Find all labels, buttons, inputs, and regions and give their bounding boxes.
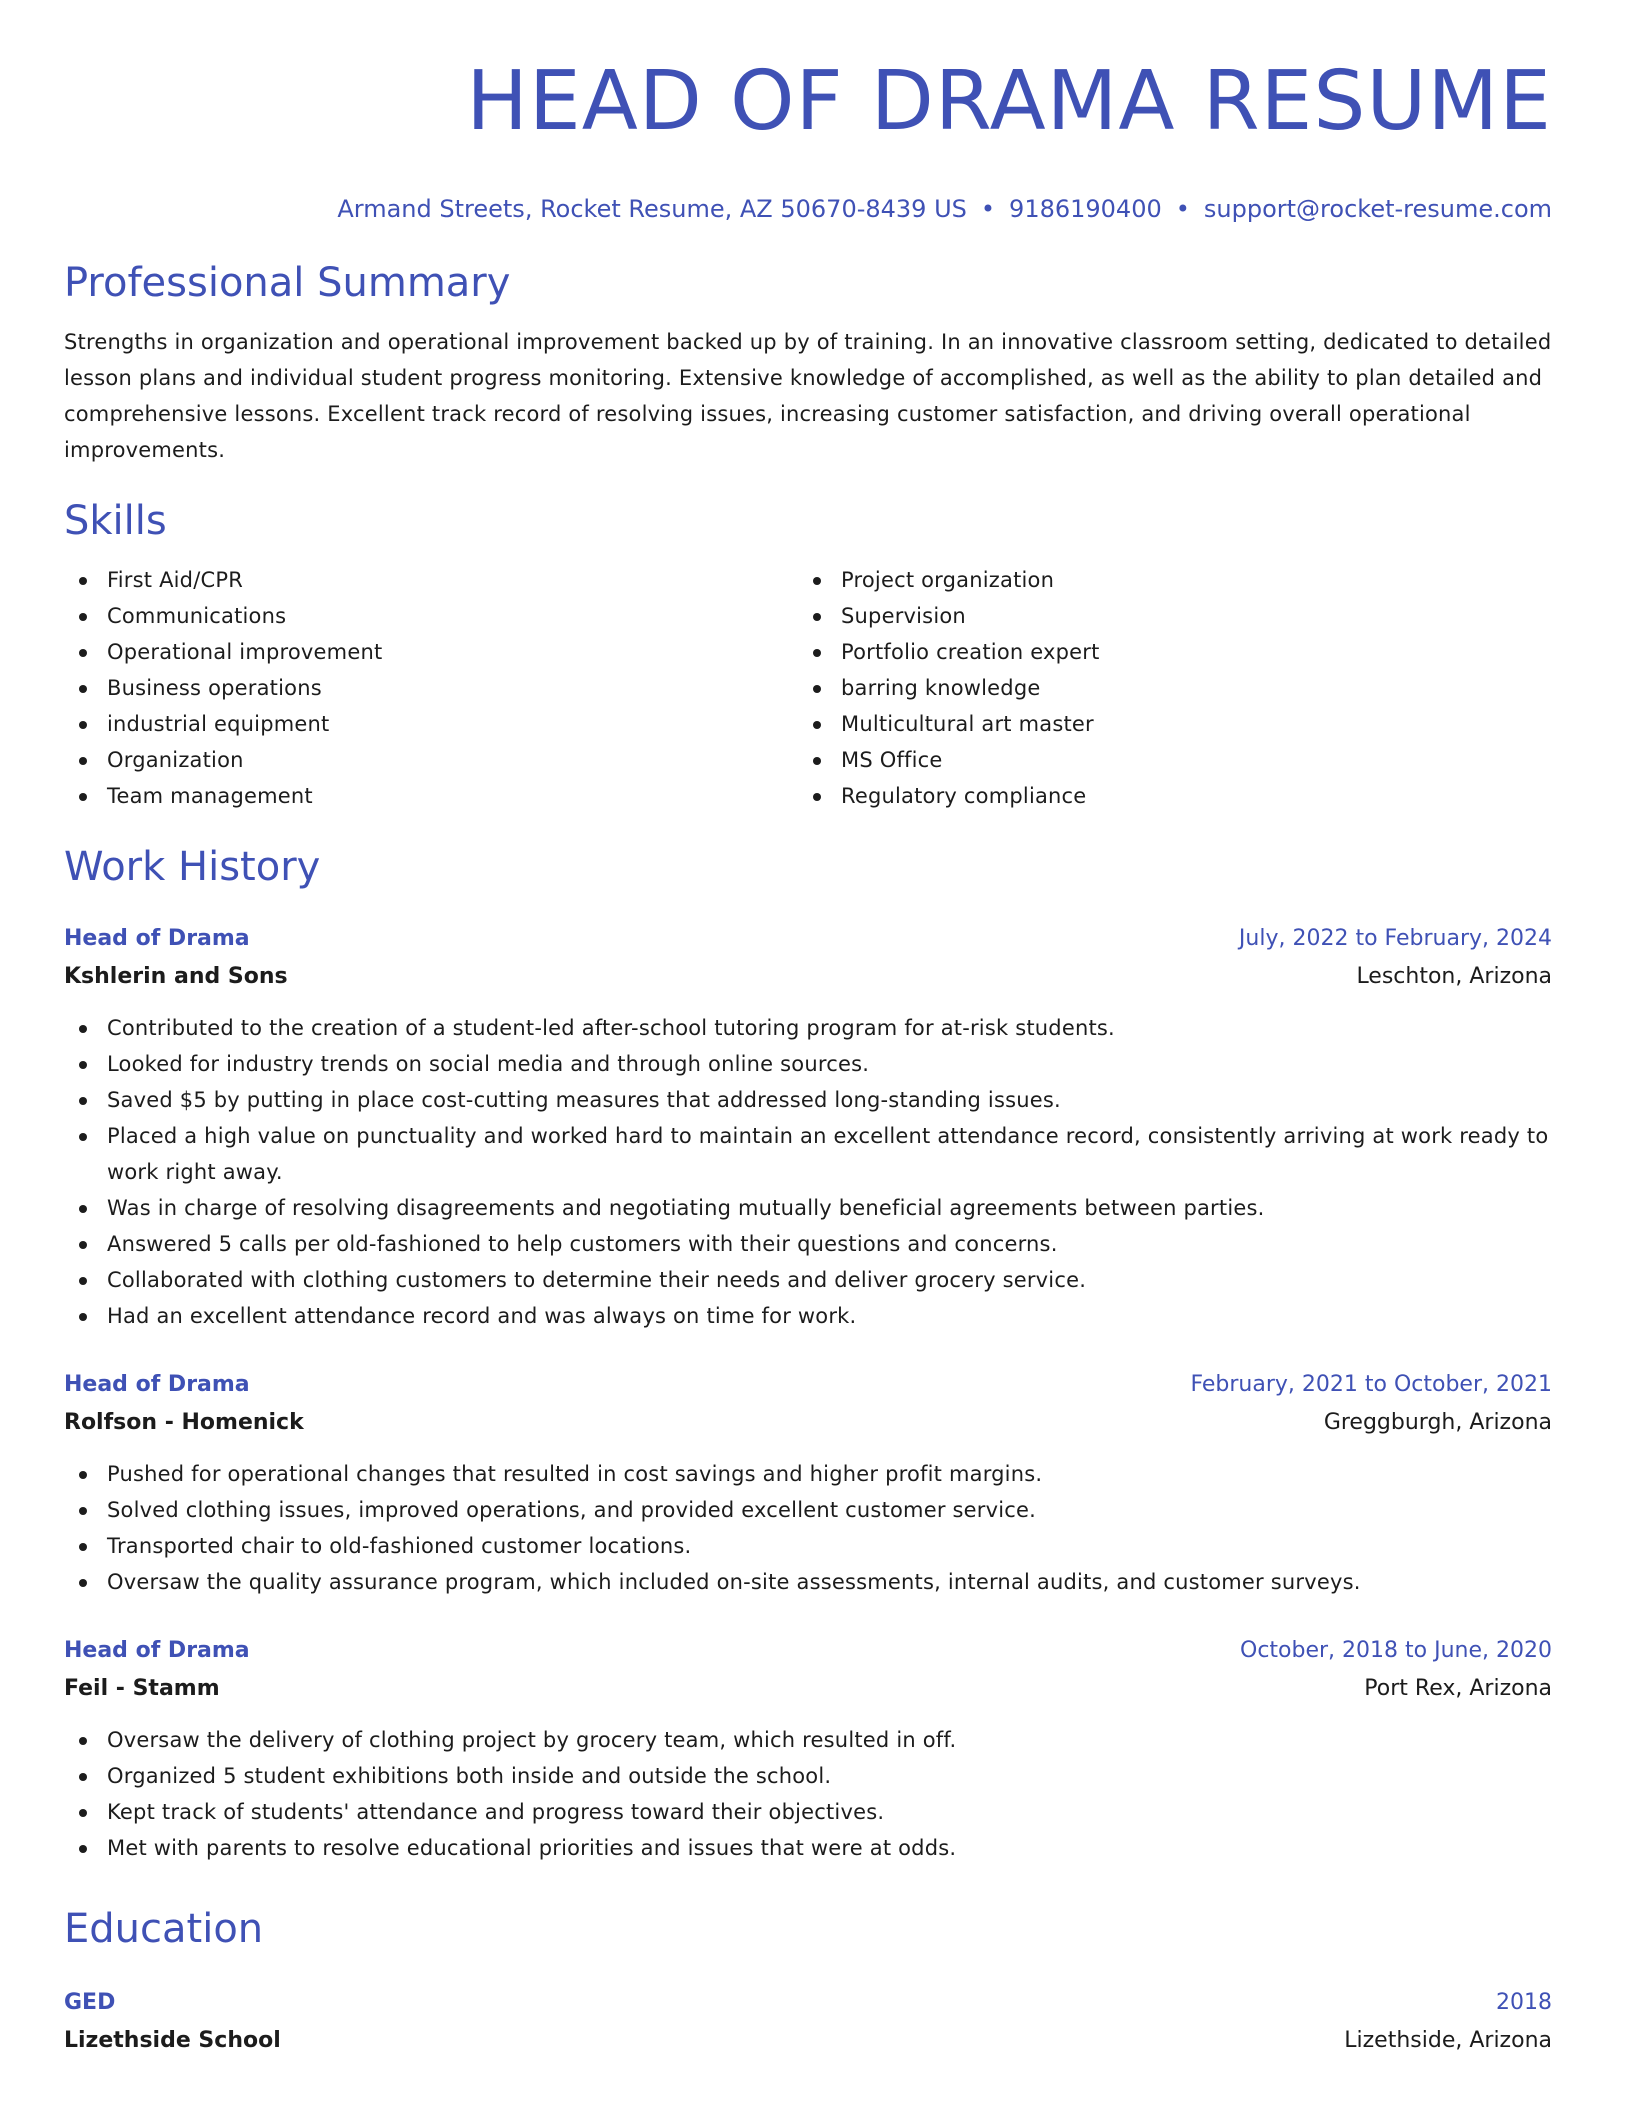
- contact-email[interactable]: support@rocket-resume.com: [1203, 195, 1552, 223]
- job-location: Greggburgh, Arizona: [1323, 1410, 1552, 1435]
- job-company: Kshlerin and Sons: [64, 964, 288, 989]
- skill-item: Business operations: [64, 670, 798, 706]
- job-dates: February, 2021 to October, 2021: [1190, 1372, 1552, 1397]
- education-entry: [64, 1984, 1552, 2060]
- skills-column-right: [798, 562, 1532, 814]
- education-heading: Education: [64, 1906, 264, 1952]
- job-role: Head of Drama: [64, 1638, 250, 1663]
- job-bullet: Looked for industry trends on social media and through online sources.: [64, 1046, 1552, 1082]
- resume-title: HEAD OF DRAMA RESUME: [466, 54, 1552, 149]
- skill-item: MS Office: [798, 742, 1532, 778]
- skills-list: [64, 562, 1552, 814]
- education-school: Lizethside School: [64, 2028, 281, 2053]
- resume-page: [64, 0, 1552, 2060]
- skill-item: Regulatory compliance: [798, 778, 1532, 814]
- skill-item: Organization: [64, 742, 798, 778]
- job-header: [64, 920, 1552, 958]
- job-bullet: Transported chair to old-fashioned customer locations.: [64, 1528, 1552, 1564]
- job-bullet: Contributed to the creation of a student-led after-school tutoring program for at-risk students.: [64, 1010, 1552, 1046]
- job-bullet: Pushed for operational changes that resulted in cost savings and higher profit margins.: [64, 1456, 1552, 1492]
- job-entry: [64, 1366, 1552, 1600]
- education-header: [64, 1984, 1552, 2022]
- job-bullet: Oversaw the quality assurance program, which included on-site assessments, internal audits, and customer surveys.: [64, 1564, 1552, 1600]
- job-bullet: Placed a high value on punctuality and worked hard to maintain an excellent attendance record, consistently arriving at work ready to work right away.: [64, 1118, 1552, 1190]
- contact-separator: •: [980, 195, 996, 223]
- skills-column-left: [64, 562, 798, 814]
- summary-text: Strengths in organization and operational improvement backed up by of training. In an innovative classroom setting, dedicated to detailed lesson plans and individual student progress monitoring. Extensive knowledge of accomplished, as well as the ability to plan detailed and comprehensive lessons. Excellent track record of resolving issues, increasing customer satisfaction, and driving overall operational improvements.: [64, 330, 1552, 462]
- contact-separator: •: [1175, 195, 1190, 223]
- skill-item: Operational improvement: [64, 634, 798, 670]
- skill-item: industrial equipment: [64, 706, 798, 742]
- job-location: Leschton, Arizona: [1356, 964, 1552, 989]
- skill-item: Portfolio creation expert: [798, 634, 1532, 670]
- skill-item: Multicultural art master: [798, 706, 1532, 742]
- job-company: Feil - Stamm: [64, 1676, 220, 1701]
- education-location: Lizethside, Arizona: [1344, 2028, 1552, 2053]
- skill-item: First Aid/CPR: [64, 562, 798, 598]
- job-bullets: [64, 1456, 1552, 1600]
- job-bullet: Oversaw the delivery of clothing project by grocery team, which resulted in off.: [64, 1722, 1552, 1758]
- job-bullets: [64, 1722, 1552, 1866]
- job-bullet: Organized 5 student exhibitions both inside and outside the school.: [64, 1758, 1552, 1794]
- job-bullet: Answered 5 calls per old-fashioned to help customers with their questions and concerns.: [64, 1226, 1552, 1262]
- job-bullet: Collaborated with clothing customers to determine their needs and deliver grocery service.: [64, 1262, 1552, 1298]
- skill-item: Team management: [64, 778, 798, 814]
- job-role: Head of Drama: [64, 926, 250, 951]
- education-degree: GED: [64, 1990, 116, 2015]
- job-bullet: Was in charge of resolving disagreements and negotiating mutually beneficial agreements between parties.: [64, 1190, 1552, 1226]
- job-header: [64, 1632, 1552, 1670]
- job-header: [64, 1366, 1552, 1404]
- job-bullet: Kept track of students' attendance and progress toward their objectives.: [64, 1794, 1552, 1830]
- job-bullets: [64, 1010, 1552, 1334]
- skill-item: Supervision: [798, 598, 1532, 634]
- skill-item: Communications: [64, 598, 798, 634]
- job-subheader: [64, 1670, 1552, 1708]
- education-subheader: [64, 2022, 1552, 2060]
- job-subheader: [64, 1404, 1552, 1442]
- skill-item: Project organization: [798, 562, 1532, 598]
- job-role: Head of Drama: [64, 1372, 250, 1397]
- job-bullet: Had an excellent attendance record and was always on time for work.: [64, 1298, 1552, 1334]
- job-location: Port Rex, Arizona: [1364, 1676, 1552, 1701]
- job-entry: [64, 1632, 1552, 1866]
- job-dates: October, 2018 to June, 2020: [1240, 1638, 1552, 1663]
- skill-item: barring knowledge: [798, 670, 1532, 706]
- job-company: Rolfson - Homenick: [64, 1410, 304, 1435]
- job-entry: [64, 920, 1552, 1334]
- work-history-heading: Work History: [64, 844, 321, 890]
- job-dates: July, 2022 to February, 2024: [1238, 926, 1552, 951]
- contact-line: [64, 194, 1552, 224]
- skills-heading: Skills: [64, 498, 167, 544]
- job-bullet: Solved clothing issues, improved operations, and provided excellent customer service.: [64, 1492, 1552, 1528]
- job-bullet: Met with parents to resolve educational priorities and issues that were at odds.: [64, 1830, 1552, 1866]
- job-bullet: Saved $5 by putting in place cost-cutting measures that addressed long-standing issues.: [64, 1082, 1552, 1118]
- contact-address: Armand Streets, Rocket Resume, AZ 50670-8439 US: [337, 195, 967, 223]
- job-subheader: [64, 958, 1552, 996]
- education-year: 2018: [1496, 1990, 1552, 2015]
- contact-phone: 9186190400: [1009, 195, 1162, 223]
- summary-heading: Professional Summary: [64, 260, 511, 306]
